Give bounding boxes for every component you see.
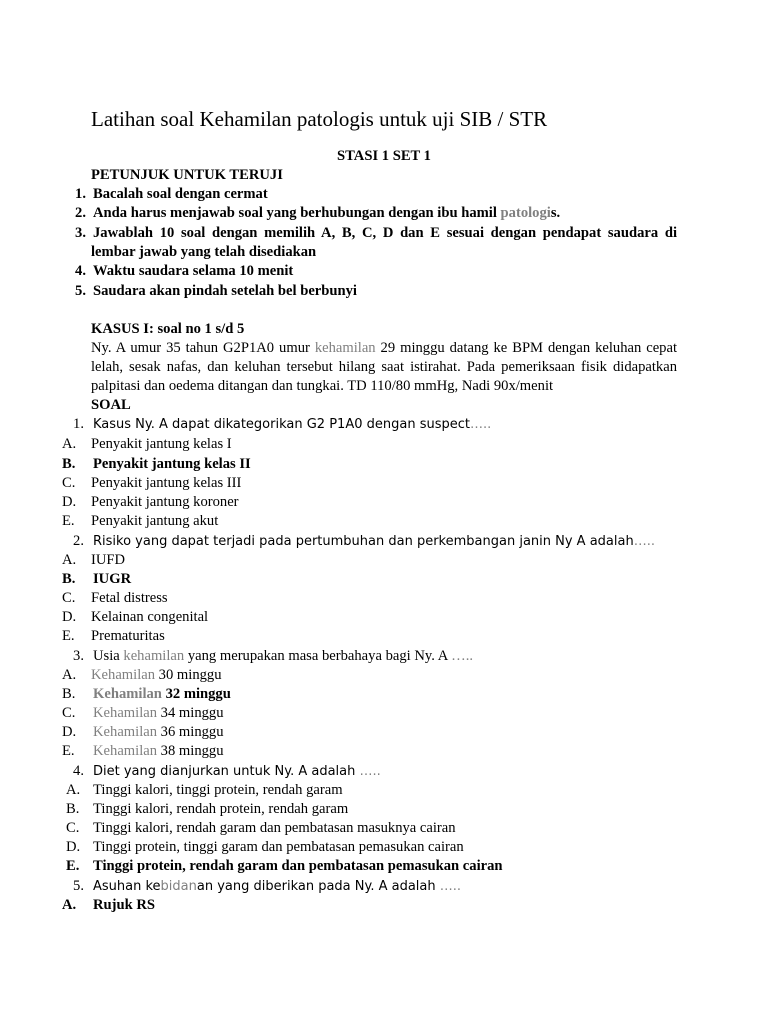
instruction-text: Bacalah soal dengan cermat [93,186,268,202]
option: E. [62,628,75,644]
option: A. [62,667,77,683]
instruction-number: 5. [75,283,86,299]
set-label: STASI 1 SET 1 [337,148,431,164]
case-heading: KASUS I: soal no 1 s/d 5 [91,321,245,337]
option: E. [62,743,75,759]
option: C. [62,705,76,721]
highlighted-word: patologi [500,205,551,221]
instruction-text: Anda harus menjawab soal yang berhubungan dengan ibu hamil patologis. [93,205,561,221]
question-number: 3. [73,648,84,664]
option-text: Penyakit jantung kelas I [91,436,232,452]
option: D. [62,724,77,740]
option: A. [62,436,77,452]
option: A. [62,552,77,568]
option: D. [66,839,81,855]
question-number: 1. [73,416,84,432]
option-text: IUFD [91,552,126,568]
question-number: 5. [73,878,84,894]
option-text: Penyakit jantung akut [91,513,219,529]
option-text: Tinggi kalori, rendah protein, rendah garam [93,801,349,817]
instruction-text: Jawablah 10 soal dengan memilih A, B, C, D dan E sesuai dengan pendapat saudara di [93,225,677,241]
option: C. [66,820,80,836]
option-text: Penyakit jantung kelas II [93,456,251,472]
option-text: Tinggi kalori, tinggi protein, rendah garam [93,782,343,798]
option-text: Kelainan congenital [91,609,209,625]
soal-heading: SOAL [91,397,131,413]
case-line: Ny. A umur 35 tahun G2P1A0 umur kehamilan 29 minggu datang ke BPM dengan keluhan cepat [91,340,677,356]
instruction-number: 4. [75,263,86,279]
instruction-text: Saudara akan pindah setelah bel berbunyi [93,283,357,299]
option-text: Tinggi protein, tinggi garam dan pembatasan pemasukan cairan [93,839,464,855]
question-text: Usia kehamilan yang merupakan masa berbahaya bagi Ny. A ….. [93,648,474,664]
option: E. [66,858,80,874]
instruction-number: 1. [75,186,86,202]
option-text: Kehamilan 34 minggu [93,705,224,721]
option-text: IUGR [93,571,132,587]
option-text: Tinggi kalori, rendah garam dan pembatasan masuknya cairan [93,820,456,836]
option-text: Penyakit jantung koroner [91,494,239,510]
question-number: 4. [73,763,84,779]
option-text: Kehamilan 38 minggu [93,743,224,759]
instruction-text: Waktu saudara selama 10 menit [93,263,294,279]
option-text: Kehamilan 30 minggu [91,667,222,683]
option: C. [62,475,76,491]
instruction-text-cont: lembar jawab yang telah disediakan [91,244,317,260]
instruction-number: 2. [75,205,86,221]
instruction-number: 3. [75,225,86,241]
option: A. [66,782,81,798]
option: B. [62,686,76,702]
option-text: Kehamilan 36 minggu [93,724,224,740]
highlighted-word: bidan [160,879,197,894]
option-text: Fetal distress [91,590,168,606]
option: C. [62,590,76,606]
case-line: palpitasi dan oedema ditangan dan tungkai. TD 110/80 mmHg, Nadi 90x/menit [91,378,554,394]
document-title: Latihan soal Kehamilan patologis untuk uji SIB / STR [91,107,548,131]
option-text: Prematuritas [91,628,165,644]
option-text: Tinggi protein, rendah garam dan pembatasan pemasukan cairan [93,858,503,874]
question-text: Kasus Ny. A dapat dikategorikan G2 P1A0 dengan suspect….. [93,417,492,432]
question-text: Asuhan kebidanan yang diberikan pada Ny. A adalah ….. [93,879,462,894]
question-text: Risiko yang dapat terjadi pada pertumbuhan dan perkembangan janin Ny A adalah….. [93,534,655,549]
highlighted-word: kehamilan [123,648,185,664]
option: B. [62,456,76,472]
question-number: 2. [73,533,84,549]
option-text: Rujuk RS [93,897,156,913]
case-line: lelah, sesak nafas, dan keluhan tersebut hilang saat istirahat. Pada pemeriksaan fisik didapatkan [91,359,677,375]
option: B. [62,571,76,587]
option: D. [62,609,77,625]
option-text: Kehamilan 32 minggu [93,686,231,702]
question-text: Diet yang dianjurkan untuk Ny. A adalah ….. [93,764,381,779]
option: A. [62,897,77,913]
option: B. [66,801,80,817]
option: D. [62,494,77,510]
option: E. [62,513,75,529]
option-text: Penyakit jantung kelas III [91,475,242,491]
highlighted-word: kehamilan [314,340,376,356]
instructions-heading: PETUNJUK UNTUK TERUJI [91,167,283,183]
